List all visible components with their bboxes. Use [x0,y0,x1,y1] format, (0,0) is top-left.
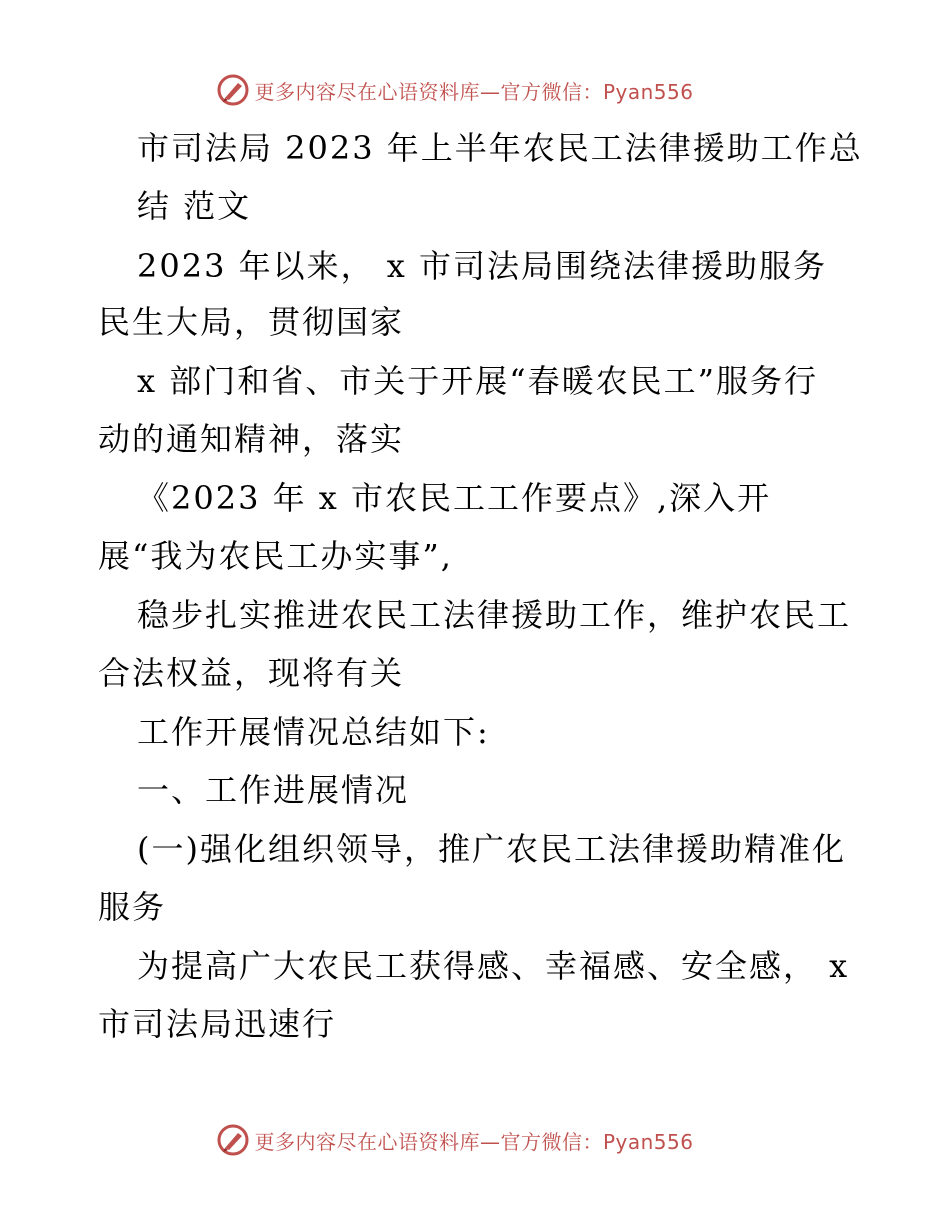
paragraph-line: 市司法局迅速行 [98,1005,337,1043]
subsection-heading-cont: 服务 [98,888,167,926]
paragraph-line: 2023 年以来， x 市司法局围绕法律援助服务 [137,247,828,285]
watermark-text: 更多内容尽在心语资料库—官方微信：Pyan556 [254,79,694,104]
paragraph-line: x 部门和省、市关于开展“春暖农民工”服务行 [137,362,818,400]
paragraph-line: 工作开展情况总结如下: [137,713,490,751]
paragraph-line: 展“我为农民工办实事”, [98,537,453,575]
paragraph-line: 民生大局，贯彻国家 [98,303,405,341]
paragraph-line: 动的通知精神，落实 [98,420,405,458]
title-line-2: 结 范文 [137,187,252,225]
paragraph-line: 为提高广大农民工获得感、幸福感、安全感， x [137,947,850,985]
pen-logo-icon [216,1123,250,1157]
pen-logo-icon [216,73,250,107]
paragraph-line: 稳步扎实推进农民工法律援助工作，维护农民工 [137,596,852,634]
paragraph-line: 《2023 年 x 市农民工工作要点》,深入开 [137,479,772,517]
footer-watermark [0,1122,950,1158]
subsection-heading: (一)强化组织领导，推广农民工法律援助精准化 [137,830,846,868]
title-line-1: 市司法局 2023 年上半年农民工法律援助工作总 [137,129,863,167]
section-heading: 一、工作进展情况 [137,771,410,809]
header-watermark [0,72,950,108]
watermark-text: 更多内容尽在心语资料库—官方微信：Pyan556 [254,1129,694,1154]
paragraph-line: 合法权益，现将有关 [98,654,405,692]
